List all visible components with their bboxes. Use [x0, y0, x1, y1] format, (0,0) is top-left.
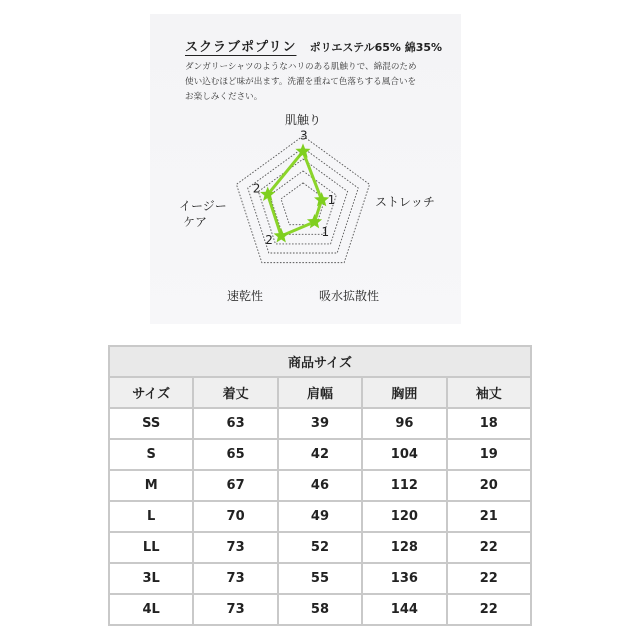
radar-value-label: 2: [265, 233, 273, 248]
description-line: 使い込むほど味が出ます。洗濯を重ねて色落ちする風合いを: [185, 77, 417, 87]
radar-value-label: 1: [327, 192, 336, 207]
radar-axis-label: ストレッチ: [375, 195, 435, 209]
measurement-cell: 73: [193, 563, 277, 594]
fabric-heading: [185, 36, 442, 55]
description-line: お楽しみください。: [185, 92, 263, 102]
measurement-cell: 52: [278, 532, 362, 563]
size-label-cell: 4L: [109, 594, 193, 625]
measurement-cell: 128: [362, 532, 446, 563]
measurement-cell: 63: [193, 408, 277, 439]
radar-axis-label: 吸水拡散性: [319, 289, 380, 303]
measurement-cell: 46: [278, 470, 362, 501]
fabric-radar-chart: [150, 100, 460, 315]
measurement-cell: 18: [447, 408, 531, 439]
measurement-cell: 70: [193, 501, 277, 532]
size-label-cell: 3L: [109, 563, 193, 594]
fabric-composition: ポリエステル65% 綿35%: [309, 41, 443, 54]
size-table-title: 商品サイズ: [109, 346, 531, 377]
measurement-cell: 144: [362, 594, 446, 625]
measurement-cell: 120: [362, 501, 446, 532]
measurement-cell: 96: [362, 408, 446, 439]
column-header: サイズ: [109, 377, 193, 408]
measurement-cell: 73: [193, 532, 277, 563]
measurement-cell: 39: [278, 408, 362, 439]
column-header: 袖丈: [447, 377, 531, 408]
measurement-cell: 22: [447, 563, 531, 594]
column-header: 着丈: [193, 377, 277, 408]
radar-value-label: 1: [321, 224, 330, 239]
radar-axis-label: イージーケア: [179, 199, 227, 229]
radar-value-label: 2: [252, 181, 261, 196]
star-icon: [274, 228, 289, 242]
measurement-cell: 21: [447, 501, 531, 532]
measurement-cell: 20: [447, 470, 531, 501]
measurement-cell: 73: [193, 594, 277, 625]
size-label-cell: SS: [109, 408, 193, 439]
radar-value-label: 3: [300, 128, 308, 143]
measurement-cell: 49: [278, 501, 362, 532]
table-row: [109, 563, 531, 594]
size-label-cell: M: [109, 470, 193, 501]
measurement-cell: 22: [447, 594, 531, 625]
radar-axis-label: 速乾性: [227, 289, 264, 303]
measurement-cell: 42: [278, 439, 362, 470]
column-header: 胸囲: [362, 377, 446, 408]
measurement-cell: 19: [447, 439, 531, 470]
size-label-cell: L: [109, 501, 193, 532]
measurement-cell: 55: [278, 563, 362, 594]
measurement-cell: 58: [278, 594, 362, 625]
measurement-cell: 104: [362, 439, 446, 470]
table-row: [109, 594, 531, 625]
measurement-cell: 22: [447, 532, 531, 563]
measurement-cell: 112: [362, 470, 446, 501]
size-table-body: [109, 408, 531, 625]
description-line: ダンガリーシャツのようなハリのある肌触りで、綿混のため: [185, 62, 417, 72]
table-row: [109, 408, 531, 439]
size-table: [108, 345, 532, 626]
measurement-cell: 67: [193, 470, 277, 501]
table-row: [109, 532, 531, 563]
table-row: [109, 439, 531, 470]
radar-axis-label: 肌触り: [285, 113, 322, 127]
size-label-cell: LL: [109, 532, 193, 563]
table-row: [109, 501, 531, 532]
column-header: 肩幅: [278, 377, 362, 408]
table-row: [109, 470, 531, 501]
measurement-cell: 136: [362, 563, 446, 594]
measurement-cell: 65: [193, 439, 277, 470]
size-label-cell: S: [109, 439, 193, 470]
fabric-description: [185, 60, 455, 105]
fabric-name: スクラブポプリン: [185, 40, 297, 55]
size-table-header-row: [109, 377, 531, 408]
